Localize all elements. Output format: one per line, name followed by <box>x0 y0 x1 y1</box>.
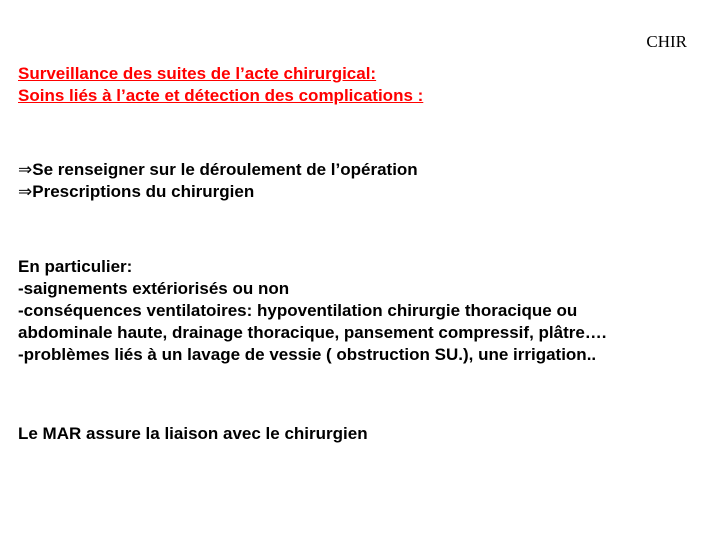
bullet-item <box>18 181 714 203</box>
heading-line-2: Soins liés à l’acte et détection des complications : <box>18 86 424 105</box>
bullet-text: Se renseigner sur le déroulement de l’opération <box>32 160 418 179</box>
details-line: -problèmes liés à un lavage de vessie ( obstruction SU.), une irrigation.. <box>18 345 597 364</box>
details-line: -conséquences ventilatoires: hypoventilation chirurgie thoracique ou <box>18 301 578 320</box>
details-line: -saignements extériorisés ou non <box>18 279 290 298</box>
corner-tag: CHIR <box>646 32 687 51</box>
bullet-item <box>18 159 714 181</box>
details-block <box>18 256 714 366</box>
arrow-bullet-icon: ⇒ <box>18 160 33 180</box>
heading-line-1: Surveillance des suites de l’acte chirurgical: <box>18 64 377 83</box>
arrow-bullet-icon: ⇒ <box>18 182 33 202</box>
closing-statement: Le MAR assure la liaison avec le chirurgien <box>18 424 368 443</box>
bullet-text: Prescriptions du chirurgien <box>32 182 255 201</box>
details-line: abdominale haute, drainage thoracique, pansement compressif, plâtre…. <box>18 323 607 342</box>
bullet-list <box>18 159 714 203</box>
details-intro: En particulier: <box>18 257 133 276</box>
slide-heading <box>18 63 708 107</box>
